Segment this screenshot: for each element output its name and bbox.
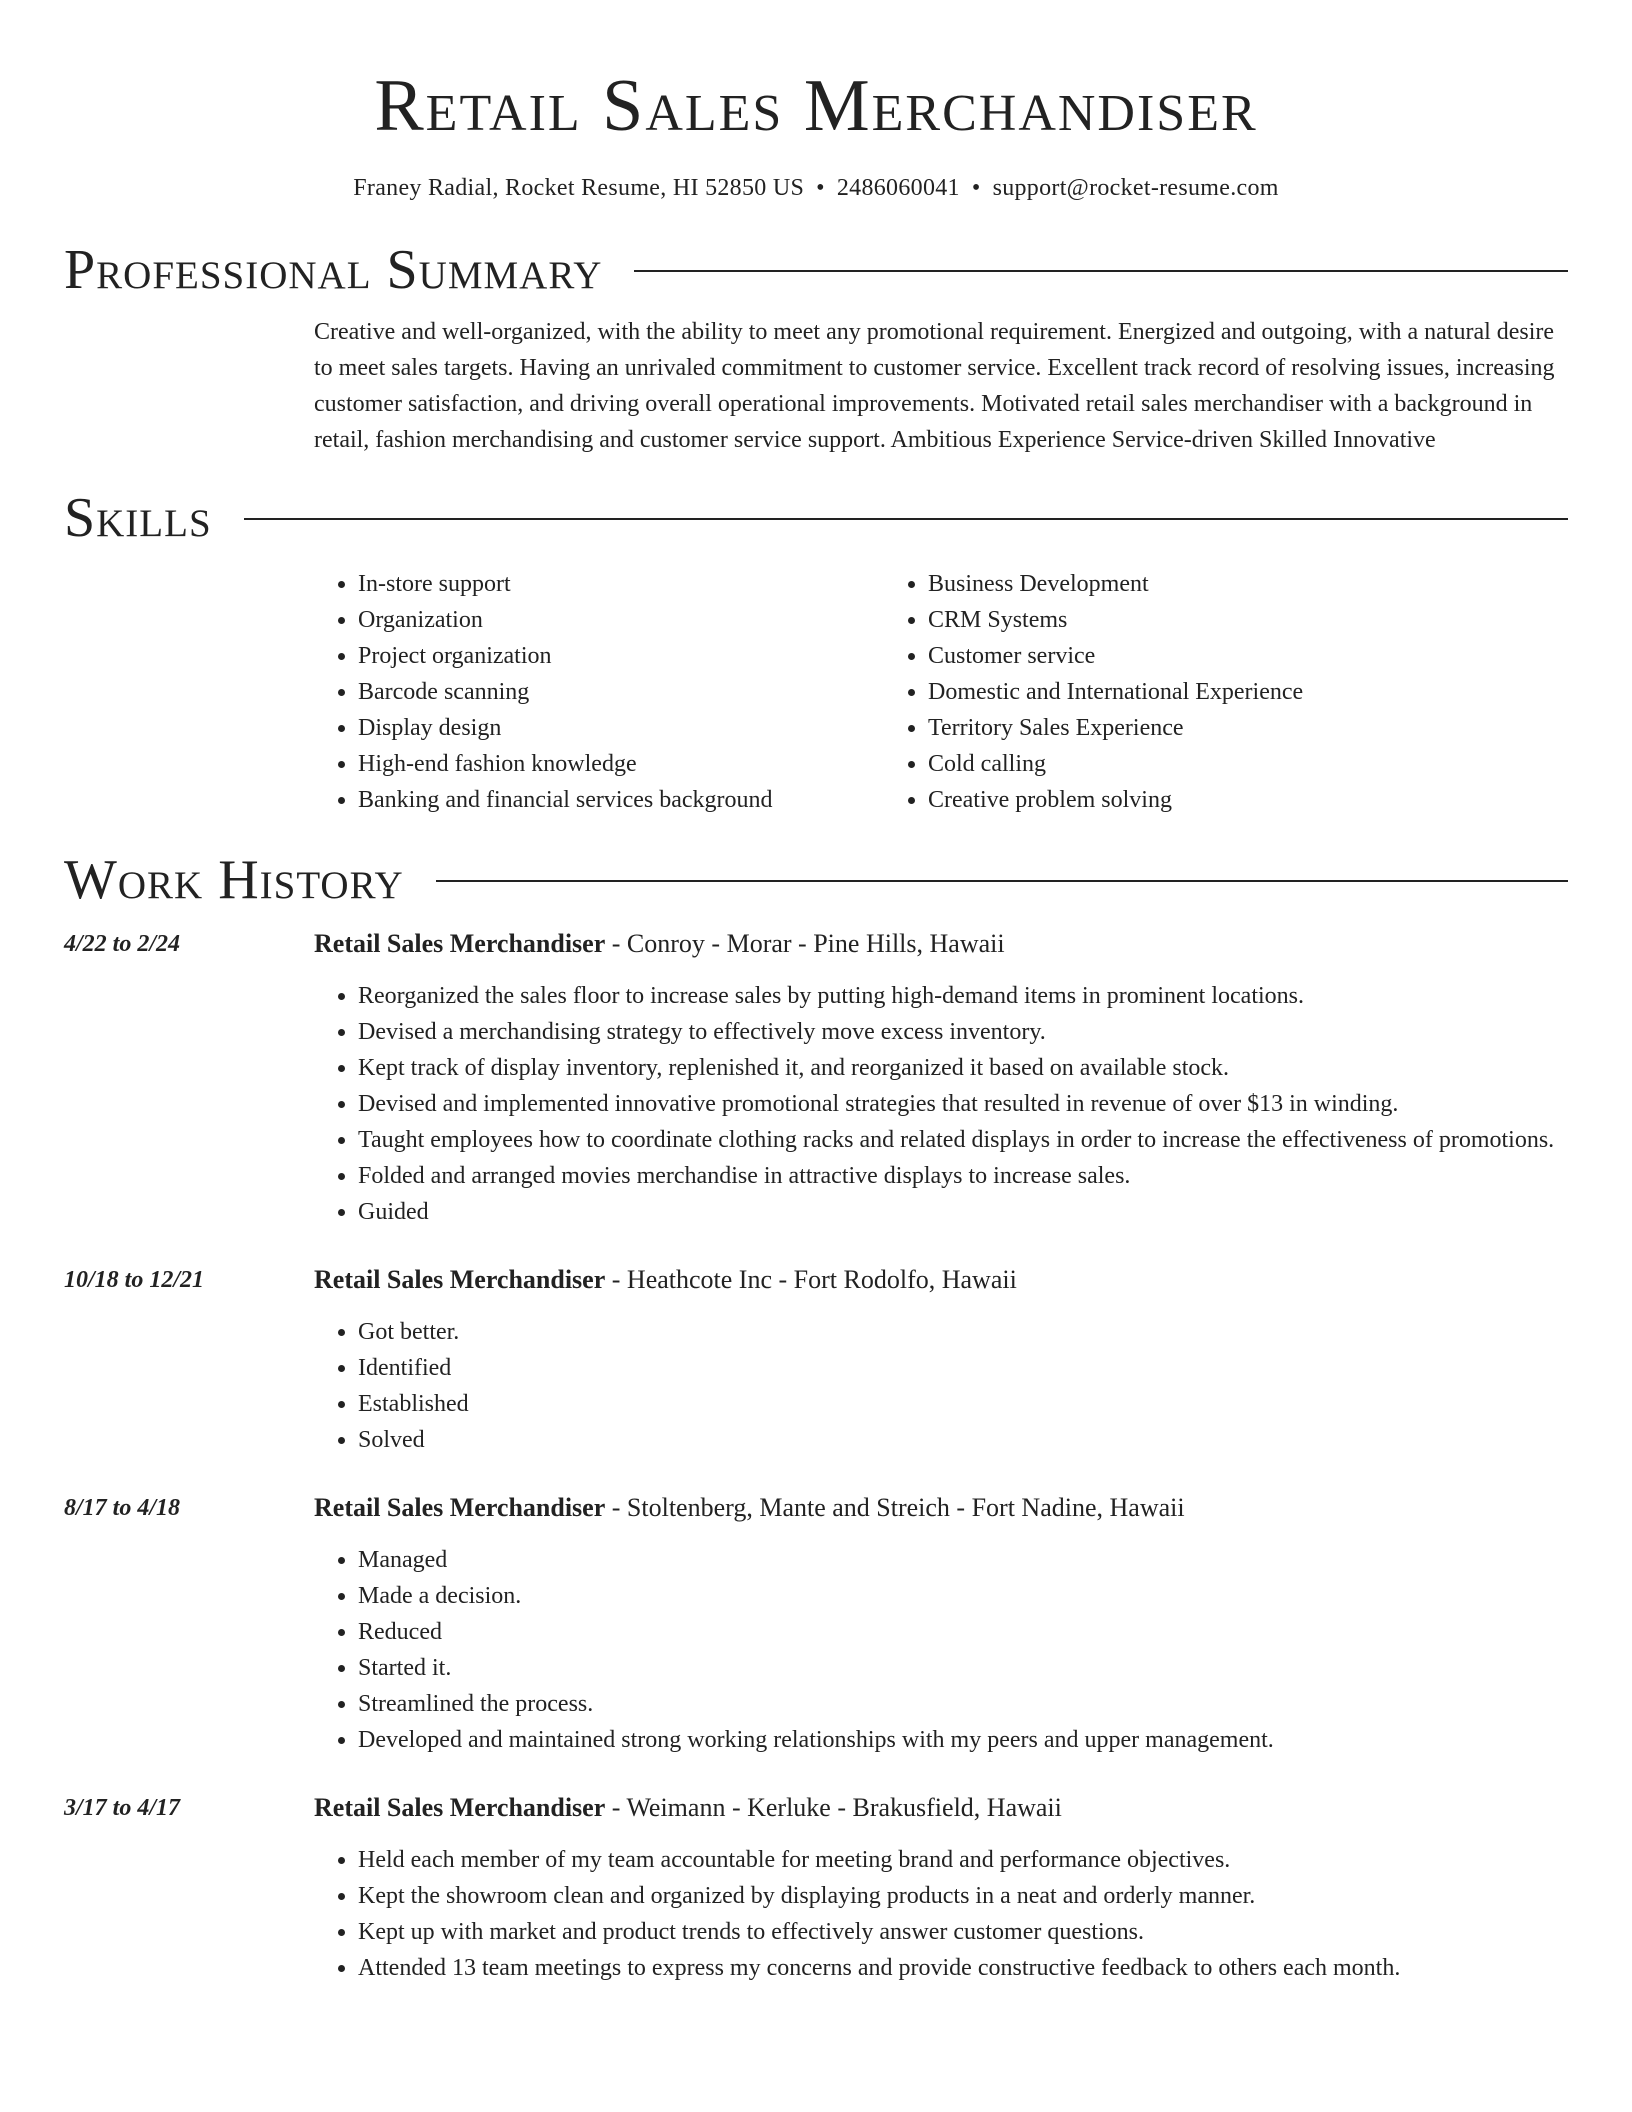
job-bullet: • Started it. [358,1650,1568,1686]
contact-separator: • [816,175,825,201]
job-entry [64,926,1568,1230]
skill-item: • Domestic and International Experience [928,674,1454,710]
job-bullet: • Solved [358,1422,1568,1458]
skill-item: • Display design [358,710,884,746]
skills-column-left [314,566,884,818]
job-dates: 8/17 to 4/18 [64,1495,181,1521]
job-bullet: • Reduced [358,1614,1568,1650]
job-title-line [314,1790,1568,1826]
skills-heading: Skills [64,487,212,549]
job-title: Retail Sales Merchandiser [314,1793,606,1822]
skills-column-right [884,566,1454,818]
job-bullet: • Developed and maintained strong working relationships with my peers and upper management. [358,1722,1568,1758]
job-bullet: • Guided [358,1194,1568,1230]
skill-item: • Organization [358,602,884,638]
job-bullets [314,1314,1568,1458]
contact-separator: • [971,175,981,201]
job-bullets [314,1842,1568,1986]
summary-section-header [64,234,1568,306]
job-bullets [314,1542,1568,1758]
job-title-line [314,1490,1568,1526]
job-bullet: • Reorganized the sales floor to increase sales by putting high-demand items in prominent locations. [358,978,1568,1014]
job-employer: - Stoltenberg, Mante and Streich - Fort Nadine, Hawaii [605,1493,1185,1522]
job-bullet: • Identified [358,1350,1568,1386]
job-bullet: • Streamlined the process. [358,1686,1568,1722]
contact-line [64,172,1568,204]
skill-item: • Creative problem solving [928,782,1454,818]
section-divider [634,270,1568,272]
job-employer: - Weimann - Kerluke - Brakusfield, Hawaii [605,1793,1062,1822]
job-title: Retail Sales Merchandiser [314,1493,606,1522]
skill-item: • Business Development [928,566,1454,602]
job-bullet: • Made a decision. [358,1578,1568,1614]
skill-item: • Customer service [928,638,1454,674]
job-bullet: • Devised and implemented innovative promotional strategies that resulted in revenue of over $13 in winding. [358,1086,1568,1122]
job-bullet: • Held each member of my team accountable for meeting brand and performance objectives. [358,1842,1568,1878]
skill-item: • CRM Systems [928,602,1454,638]
job-body [314,926,1568,1230]
skill-item: • Cold calling [928,746,1454,782]
summary-heading: Professional Summary [64,239,603,301]
job-entry [64,1262,1568,1458]
job-bullet: • Managed [358,1542,1568,1578]
job-bullet: • Attended 13 team meetings to express my concerns and provide constructive feedback to others each month. [358,1950,1568,1986]
skills-list [314,566,1568,818]
job-bullet: • Kept track of display inventory, replenished it, and reorganized it based on available stock. [358,1050,1568,1086]
resume-name: Retail Sales Merchandiser [374,65,1258,147]
job-body [314,1490,1568,1758]
contact-phone: 2486060041 [836,175,960,201]
job-bullet: • Established [358,1386,1568,1422]
job-title: Retail Sales Merchandiser [314,1265,606,1294]
job-dates: 10/18 to 12/21 [64,1267,205,1293]
job-body [314,1262,1568,1458]
job-bullet: • Kept up with market and product trends to effectively answer customer questions. [358,1914,1568,1950]
skills-section-header [64,482,1568,554]
job-bullet: • Folded and arranged movies merchandise in attractive displays to increase sales. [358,1158,1568,1194]
job-entry [64,1490,1568,1758]
skill-item: • Barcode scanning [358,674,884,710]
job-dates: 4/22 to 2/24 [64,931,181,957]
job-dates: 3/17 to 4/17 [64,1795,181,1821]
job-entry [64,1790,1568,1986]
skill-item: • High-end fashion knowledge [358,746,884,782]
job-title: Retail Sales Merchandiser [314,929,606,958]
job-employer: - Conroy - Morar - Pine Hills, Hawaii [605,929,1005,958]
job-bullet: • Devised a merchandising strategy to effectively move excess inventory. [358,1014,1568,1050]
work-heading: Work History [64,849,404,911]
summary-text: Creative and well-organized, with the ability to meet any promotional requirement. Energized and outgoing, with a natural desire to meet sales targets. Having an unrivaled commitment to customer service. Excellent track record of resolving issues, increasing customer satisfaction, and driving overall operational improvements. Motivated retail sales merchandiser with a background in retail, fashion merchandising and customer service support. Ambitious Experience Service-driven Skilled Innovative [314,319,1555,453]
contact-email: support@rocket-resume.com [992,175,1279,201]
job-bullet: • Kept the showroom clean and organized by displaying products in a neat and orderly manner. [358,1878,1568,1914]
job-bullet: • Got better. [358,1314,1568,1350]
contact-address: Franey Radial, Rocket Resume, HI 52850 US [353,175,805,201]
skill-item: • Project organization [358,638,884,674]
job-bullets [314,978,1568,1230]
job-body [314,1790,1568,1986]
skill-item: • In-store support [358,566,884,602]
job-title-line [314,926,1568,962]
job-bullet: • Taught employees how to coordinate clothing racks and related displays in order to increase the effectiveness of promotions. [358,1122,1568,1158]
section-divider [244,518,1568,520]
job-title-line [314,1262,1568,1298]
skill-item: • Territory Sales Experience [928,710,1454,746]
section-divider [436,880,1568,882]
skill-item: • Banking and financial services background [358,782,884,818]
job-employer: - Heathcote Inc - Fort Rodolfo, Hawaii [605,1265,1017,1294]
work-section-header [64,844,1568,916]
